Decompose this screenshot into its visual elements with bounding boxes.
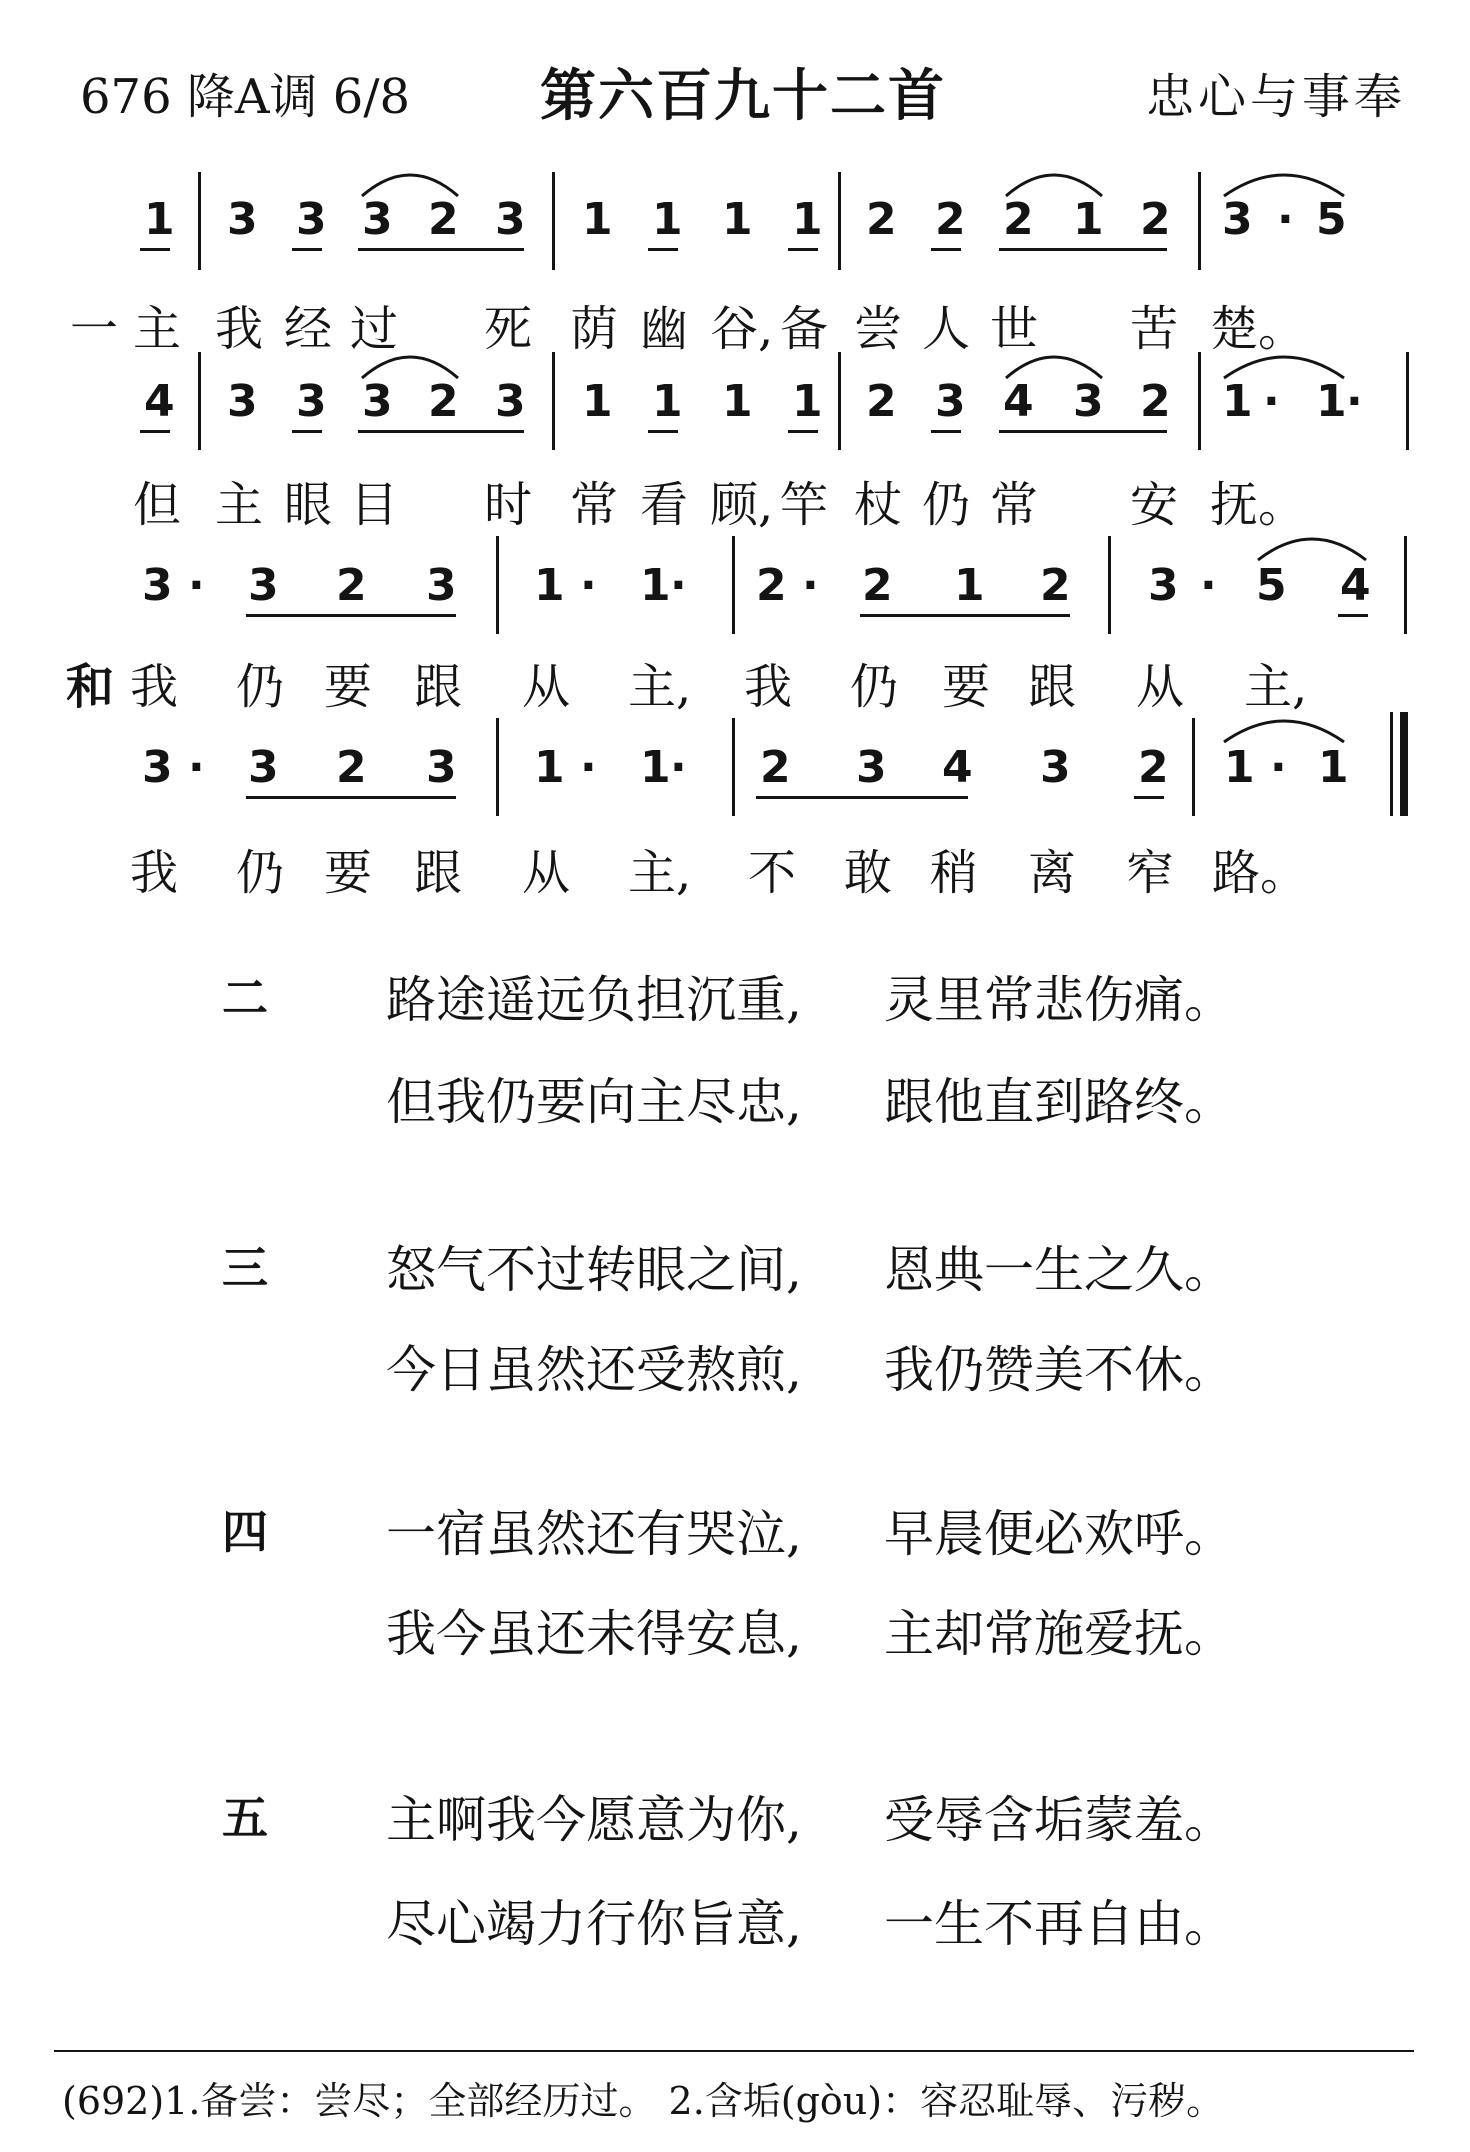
note-dot: ·	[188, 742, 205, 793]
note: 3	[227, 194, 258, 245]
lyric: 稍	[930, 845, 979, 901]
barline	[496, 536, 499, 634]
note: 2	[760, 742, 791, 793]
note: 3	[495, 194, 526, 245]
lyric: 眼	[284, 477, 333, 533]
lyric: 从	[1136, 659, 1185, 715]
lyric: 死	[484, 301, 533, 357]
barline	[1108, 536, 1111, 634]
note: 1	[1222, 376, 1253, 427]
note: 4	[1003, 376, 1034, 427]
slur	[1222, 714, 1346, 744]
underline	[292, 248, 322, 251]
note: 3	[142, 742, 173, 793]
lyric: 抚。	[1210, 477, 1307, 533]
verse-number: 四	[222, 1505, 268, 1559]
note: 3	[1040, 742, 1071, 793]
refrain-label: 和	[66, 659, 115, 715]
note: 2	[1140, 376, 1171, 427]
lyric: 仍	[236, 845, 285, 901]
note: 2	[935, 194, 966, 245]
note: 1	[652, 194, 683, 245]
verse-line: 一宿虽然还有哭泣,	[386, 1505, 802, 1563]
note: 1	[582, 376, 613, 427]
slur	[1256, 532, 1368, 562]
lyric: 离	[1028, 845, 1077, 901]
verse-number: 二	[222, 971, 268, 1025]
verse-line: 跟他直到路终。	[884, 1073, 1234, 1131]
note: 4	[942, 742, 973, 793]
final-barline-thick	[1400, 712, 1408, 816]
lyric: 主,	[628, 659, 692, 715]
note: 3	[426, 742, 457, 793]
note: 2	[866, 376, 897, 427]
verse-line: 我仍赞美不休。	[884, 1341, 1234, 1399]
underline	[246, 796, 456, 799]
slur	[360, 168, 460, 198]
footnote-rule	[54, 2050, 1414, 2052]
lyric: 顾,	[710, 477, 774, 533]
note: 2	[336, 742, 367, 793]
lyric: 幽	[640, 301, 689, 357]
underline	[358, 248, 524, 251]
underline	[246, 614, 456, 617]
lyric: 敢	[844, 845, 893, 901]
underline	[931, 430, 961, 433]
underline	[1338, 614, 1368, 617]
note: 1	[792, 376, 823, 427]
lyric: 我	[744, 659, 793, 715]
slur	[1004, 350, 1104, 380]
note: 1	[792, 194, 823, 245]
note: 1	[582, 194, 613, 245]
slur	[1222, 350, 1346, 380]
underline	[931, 248, 961, 251]
slur	[1004, 168, 1104, 198]
barline	[496, 718, 499, 816]
underline	[648, 430, 678, 433]
note: 1	[534, 560, 565, 611]
note: 2	[1040, 560, 1071, 611]
note-dot: ·	[580, 742, 597, 793]
lyric: 荫	[570, 301, 619, 357]
note: 1	[1316, 376, 1347, 427]
footnote: (692)1.备尝：尝尽；全部经历过。 2.含垢(gòu)：容忍耻辱、污秽。	[62, 2079, 1225, 2123]
note: 1	[954, 560, 985, 611]
barline	[1404, 536, 1407, 634]
lyric: 谷,	[710, 301, 774, 357]
underline	[648, 248, 678, 251]
verse-line: 但我仍要向主尽忠,	[386, 1073, 802, 1131]
lyric: 主	[133, 301, 182, 357]
note: 3	[362, 194, 393, 245]
barline	[732, 718, 735, 816]
note-dot: ·	[802, 560, 819, 611]
verse-line: 路途遥远负担沉重,	[386, 971, 802, 1029]
lyric: 路。	[1212, 845, 1309, 901]
note: 3	[227, 376, 258, 427]
lyric: 常	[570, 477, 619, 533]
lyric: 目	[350, 477, 399, 533]
lyric: 看	[640, 477, 689, 533]
note: 1	[722, 376, 753, 427]
barline	[1198, 172, 1201, 270]
note-dot: ·	[670, 742, 687, 793]
lyric: 常	[990, 477, 1039, 533]
note: 2	[866, 194, 897, 245]
note: 3	[495, 376, 526, 427]
note-dot: ·	[580, 560, 597, 611]
note: 2	[1140, 194, 1171, 245]
note: 3	[248, 560, 279, 611]
note-dot: ·	[1200, 560, 1217, 611]
lyric: 主	[215, 477, 264, 533]
hymn-category: 忠心与事奉	[1145, 69, 1406, 125]
lyric: 仍	[922, 477, 971, 533]
lyric: 过	[350, 301, 399, 357]
note: 3	[1222, 194, 1253, 245]
lyric: 跟	[1028, 659, 1077, 715]
verse-number: 三	[222, 1241, 268, 1295]
note-dot: ·	[1263, 376, 1280, 427]
note: 2	[1003, 194, 1034, 245]
underline	[358, 430, 524, 433]
lyric: 跟	[414, 659, 463, 715]
note: 2	[428, 194, 459, 245]
slur	[360, 350, 460, 380]
lyric: 但	[133, 477, 182, 533]
number-key-meter: 676 降A调 6/8	[80, 69, 411, 125]
lyric: 仍	[236, 659, 285, 715]
note: 2	[756, 560, 787, 611]
verse-line: 尽心竭力行你旨意,	[386, 1895, 802, 1953]
underline	[999, 430, 1167, 433]
barline	[198, 172, 201, 270]
lyric: 主,	[628, 845, 692, 901]
lyric: 仍	[850, 659, 899, 715]
lyric: 竿	[780, 477, 829, 533]
note-dot: ·	[1346, 376, 1363, 427]
lyric: 楚。	[1210, 301, 1307, 357]
note: 3	[1148, 560, 1179, 611]
note: 5	[1256, 560, 1287, 611]
note: 2	[336, 560, 367, 611]
barline	[838, 172, 841, 270]
hymn-title: 第六百九十二首	[540, 64, 946, 129]
note-dot: ·	[188, 560, 205, 611]
note: 1	[534, 742, 565, 793]
underline	[140, 248, 170, 251]
lyric: 经	[284, 301, 333, 357]
underline	[1134, 796, 1164, 799]
lyric: 窄	[1126, 845, 1175, 901]
note: 5	[1316, 194, 1347, 245]
note: 3	[142, 560, 173, 611]
note-dot: ·	[1270, 742, 1287, 793]
verse-line: 受辱含垢蒙羞。	[884, 1791, 1234, 1849]
note: 3	[1073, 376, 1104, 427]
note: 3	[426, 560, 457, 611]
note: 3	[296, 194, 327, 245]
barline	[732, 536, 735, 634]
note: 1	[640, 742, 671, 793]
barline	[838, 352, 841, 450]
note: 1	[722, 194, 753, 245]
lyric: 要	[324, 845, 373, 901]
verse-number: 五	[222, 1791, 268, 1845]
note: 4	[1340, 560, 1371, 611]
barline	[1192, 718, 1195, 816]
lyric: 一	[70, 301, 119, 357]
lyric: 从	[522, 659, 571, 715]
verse-line: 早晨便必欢呼。	[884, 1505, 1234, 1563]
underline	[756, 796, 968, 799]
note: 3	[935, 376, 966, 427]
slur	[1222, 168, 1346, 198]
lyric: 要	[942, 659, 991, 715]
note-dot: ·	[670, 560, 687, 611]
lyric: 安	[1130, 477, 1179, 533]
barline	[198, 352, 201, 450]
note-dot: ·	[1277, 194, 1294, 245]
underline	[140, 430, 170, 433]
note: 3	[296, 376, 327, 427]
barline	[552, 352, 555, 450]
verse-line: 主啊我今愿意为你,	[386, 1791, 802, 1849]
lyric: 我	[130, 659, 179, 715]
verse-line: 灵里常悲伤痛。	[884, 971, 1234, 1029]
lyric: 尝	[854, 301, 903, 357]
note: 3	[248, 742, 279, 793]
verse-line: 怒气不过转眼之间,	[386, 1241, 802, 1299]
barline	[1406, 352, 1409, 450]
lyric: 我	[215, 301, 264, 357]
lyric: 人	[922, 301, 971, 357]
note: 3	[362, 376, 393, 427]
verse-line: 今日虽然还受熬煎,	[386, 1341, 802, 1399]
lyric: 世	[990, 301, 1039, 357]
note: 1	[652, 376, 683, 427]
lyric: 苦	[1130, 301, 1179, 357]
note: 4	[144, 376, 175, 427]
note: 1	[1318, 742, 1349, 793]
underline	[788, 430, 818, 433]
final-barline-thin	[1390, 712, 1393, 816]
underline	[292, 430, 322, 433]
lyric: 不	[748, 845, 797, 901]
lyric: 要	[324, 659, 373, 715]
underline	[999, 248, 1167, 251]
note: 1	[1073, 194, 1104, 245]
note: 2	[862, 560, 893, 611]
note: 1	[640, 560, 671, 611]
underline	[860, 614, 1070, 617]
verse-line: 一生不再自由。	[884, 1895, 1234, 1953]
lyric: 备	[780, 301, 829, 357]
note: 1	[1224, 742, 1255, 793]
lyric: 从	[522, 845, 571, 901]
barline	[552, 172, 555, 270]
note: 3	[856, 742, 887, 793]
underline	[788, 248, 818, 251]
note: 1	[144, 194, 175, 245]
note: 2	[1138, 742, 1169, 793]
lyric: 跟	[414, 845, 463, 901]
barline	[1198, 352, 1201, 450]
lyric: 杖	[854, 477, 903, 533]
verse-line: 恩典一生之久。	[884, 1241, 1234, 1299]
lyric: 主,	[1244, 659, 1308, 715]
verse-line: 主却常施爱抚。	[884, 1605, 1234, 1663]
lyric: 我	[130, 845, 179, 901]
lyric: 时	[484, 477, 533, 533]
note: 2	[428, 376, 459, 427]
verse-line: 我今虽还未得安息,	[386, 1605, 802, 1663]
